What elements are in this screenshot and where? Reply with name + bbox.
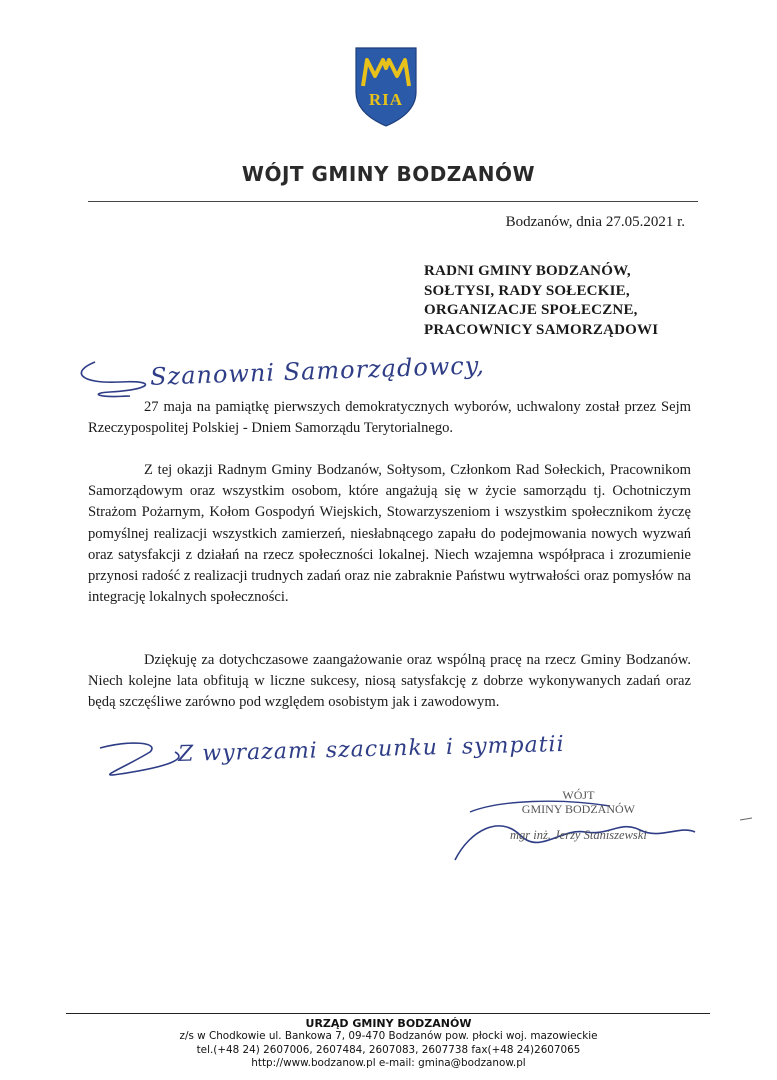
recipient-line: PRACOWNICY SAMORZĄDOWI [424, 321, 659, 338]
paragraph [88, 397, 691, 439]
paragraph-text: 27 maja na pamiątkę pierwszych demokratycznych wyborów, uchwalony został przez Sejm Rzeczypospolitej Polskiej - Dniem Samorządu Terytorialnego. [88, 399, 691, 437]
footer-contact: http://www.bodzanow.pl e-mail: gmina@bodzanow.pl [251, 1057, 526, 1070]
footer [0, 1017, 777, 1071]
letterhead-title: WÓJT GMINY BODZANÓW [241, 162, 536, 186]
recipient-line: ORGANIZACJE SPOŁECZNE, [424, 302, 638, 318]
stamp-signatory-name: mgr inż. Jerzy Staniszewski [510, 828, 647, 842]
paragraph [88, 460, 691, 608]
footer-address: z/s w Chodkowie ul. Bankowa 7, 09-470 Bodzanów pow. płocki woj. mazowieckie [179, 1030, 598, 1043]
handwritten-closing: Z wyrazami szacunku i sympatii [177, 731, 565, 768]
stamp-line: GMINY BODZANÓW [521, 802, 636, 816]
paragraph-text: Dziękuję za dotychczasowe zaangażowanie oraz wspólną pracę na rzecz Gminy Bodzanów. Niech kolejne lata obfitują w liczne sukcesy, niosą satysfakcję z dobrze wykonywanych zadań oraz będą szczęśliwe zarówno pod względem osobistym jak i zawodowym. [88, 652, 691, 711]
official-stamp [510, 788, 647, 842]
footer-title: URZĄD GMINY BODZANÓW [305, 1017, 472, 1030]
recipient-line: RADNI GMINY BODZANÓW, [424, 263, 631, 279]
stamp-line: WÓJT [562, 788, 595, 802]
recipient-line: SOŁTYSI, RADY SOŁECKIE, [424, 282, 630, 299]
svg-text:RIA: RIA [368, 90, 404, 109]
footer-phones: tel.(+48 24) 2607006, 2607484, 2607083, 2607738 fax(+48 24)2607065 [196, 1043, 581, 1056]
handwritten-salutation: Szanowni Samorządowcy, [149, 351, 486, 391]
letter-date: Bodzanów, dnia 27.05.2021 r. [505, 214, 685, 230]
footer-divider [66, 1013, 710, 1014]
paragraph [88, 650, 691, 714]
paragraph-text: Z tej okazji Radnym Gminy Bodzanów, Sołtysom, Członkom Rad Sołeckich, Pracownikom Samorządowym oraz wszystkim osobom, które angażują się w życie samorządu tj. Ochotniczym Strażom Pożarnym, Kołom Gospodyń Wiejskich, Stowarzyszeniom i wszystkim społecznikom życzę pomyślnej realizacji wszystkich zamierzeń, niesłabnącego zapału do podejmowania nowych wyzwań oraz satysfakcji z działań na rzecz społeczności lokalnej. Niech wzajemna współpraca i zrozumienie przynosi radość z realizacji trudnych zadań oraz nie zabraknie Państwu wytrwałości oraz pomysłów na integrację lokalnych społeczności. [88, 462, 691, 606]
